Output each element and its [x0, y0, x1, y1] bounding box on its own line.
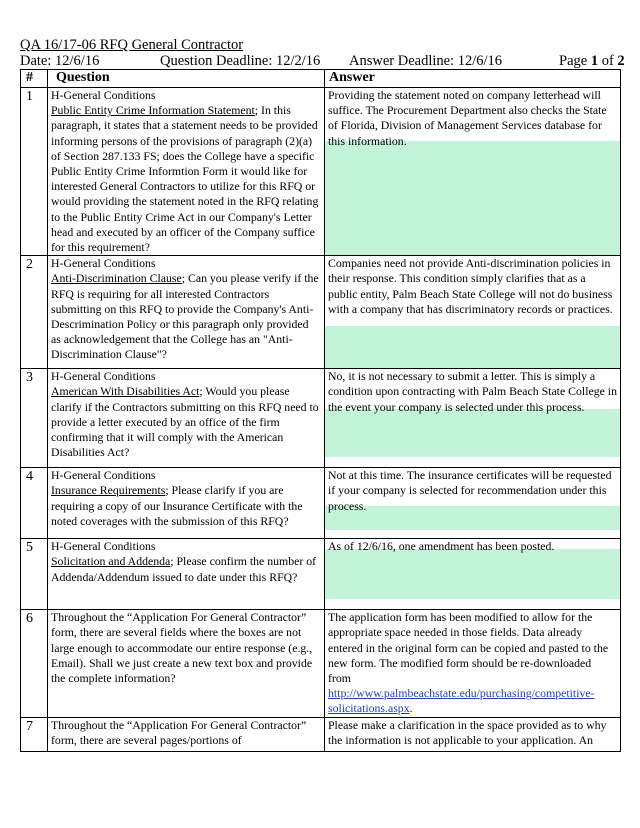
question-deadline: Question Deadline: 12/2/16 [160, 53, 321, 69]
answer-text: Please make a clarification in the space provided as to why the information is not applicable to your application. An [328, 717, 607, 747]
question-section: H-General Conditions [51, 88, 156, 102]
question-topic: American With Disabilities Act [51, 384, 200, 399]
question-topic: Solicitation and Addenda [51, 554, 171, 569]
answer-text: The application form has been modified to allow for the appropriate space needed in those fields. Data already entered in the original form can be copied and pasted to the new form. The modified form should be re-downloaded from http://www.palmbeachstate.edu/purchasing/competitive-solicitations.aspx. [328, 610, 609, 716]
answer-highlight [325, 549, 620, 599]
question-section: H-General Conditions [51, 539, 156, 554]
question-text: American With Disabilities Act; Would you please clarify if the Contractors submitting on this RFQ need to provide a letter executed by an office of the firm confirming that it will comply with the American Disabilities Act? [51, 384, 319, 460]
table-header-row [21, 70, 621, 88]
question-topic: Public Entity Crime Information Statement [51, 103, 255, 118]
question-cell [48, 88, 325, 256]
row-number: 1 [21, 88, 48, 256]
question-cell [48, 539, 325, 610]
table-row [21, 468, 621, 539]
question-text: Public Entity Crime Information Statement; In this paragraph, it states that a statement needs to be provided informing persons of the provisions of paragraph (2)(a) of Section 287.133 FS; does the College have a specific Public Entity Crime Informtion Form it would like for interested General Contractors to utilize for this RFQ or would providing the statement noted in the RFQ relating to the Public Entity Crime Act in our Company's Letter head and executed by an officer of the Company suffice for this requirement? [51, 103, 319, 255]
row-number: 4 [21, 468, 48, 539]
question-text: Insurance Requirements; Please clarify if you are requiring a copy of our Insurance Certificate with the noted coverages with the submission of this RFQ? [51, 483, 303, 528]
answer-text: Companies need not provide Anti-discrimination policies in their response. This condition simply clarifies that as a public entity, Palm Beach State College will not do business with a company that has discriminatory records or practices. [328, 256, 613, 316]
date-label: Date: 12/6/16 [20, 53, 100, 69]
question-text: Solicitation and Addenda; Please confirm the number of Addenda/Addendum issued to date under this RFQ? [51, 554, 317, 584]
table-row [21, 539, 621, 610]
answer-text: As of 12/6/16, one amendment has been posted. [328, 539, 555, 554]
question-section: H-General Conditions [51, 468, 156, 483]
solicitations-link[interactable]: http://www.palmbeachstate.edu/purchasing/competitive-solicitations.aspx [328, 686, 595, 716]
column-header-number: # [21, 70, 48, 88]
question-text: Throughout the “Application For General Contractor” form, there are several pages/portions of [51, 717, 307, 747]
answer-cell [325, 610, 621, 717]
answer-cell [325, 539, 621, 610]
answer-cell [325, 468, 621, 539]
table-row [21, 610, 621, 717]
row-number: 7 [21, 717, 48, 751]
question-cell [48, 369, 325, 468]
table-row [21, 369, 621, 468]
answer-cell [325, 256, 621, 369]
question-section: H-General Conditions [51, 256, 156, 271]
question-cell [48, 717, 325, 751]
qa-table [20, 69, 621, 752]
column-header-question: Question [48, 70, 325, 88]
question-cell [48, 468, 325, 539]
answer-cell [325, 369, 621, 468]
table-row [21, 88, 621, 256]
column-header-answer: Answer [325, 70, 621, 88]
question-topic: Anti-Discrimination Clause [51, 271, 182, 286]
header-dates-row [20, 53, 625, 70]
question-text: Anti-Discrimination Clause; Can you please verify if the RFQ is requiring for all interested Contractors submitting on this RFQ to provide the Company's Anti-Descrimination Policy or this paragraph only provided as acknowledgement that the College has an "Anti-Discrimination Clause"? [51, 271, 319, 362]
answer-highlight [325, 326, 620, 368]
page-indicator: Page 1 of 2 [559, 53, 625, 69]
answer-deadline: Answer Deadline: 12/6/16 [349, 53, 503, 69]
row-number: 5 [21, 539, 48, 610]
question-cell [48, 610, 325, 717]
answer-highlight [325, 141, 620, 255]
table-row [21, 717, 621, 751]
row-number: 3 [21, 369, 48, 468]
answer-text: Providing the statement noted on company letterhead will suffice. The Procurement Department also checks the State of Florida, Division of Management Services database for this information. [328, 88, 607, 148]
table-row [21, 256, 621, 369]
row-number: 2 [21, 256, 48, 369]
row-number: 6 [21, 610, 48, 717]
question-section: H-General Conditions [51, 369, 156, 384]
answer-text: No, it is not necessary to submit a letter. This is simply a condition upon contracting with Palm Beach State College in the event your company is selected under this process. [328, 369, 617, 414]
answer-cell [325, 88, 621, 256]
question-cell [48, 256, 325, 369]
question-topic: Insurance Requirements [51, 483, 166, 498]
question-text: Throughout the “Application For General Contractor” form, there are several fields where the boxes are not large enough to accommodate our entire response (e.g., Email). Shall we just create a new text box and provide the complete information? [51, 610, 313, 686]
answer-text: Not at this time. The insurance certificates will be requested if your company is selected for recommendation under this process. [328, 468, 612, 513]
answer-highlight [325, 409, 620, 457]
document-title: QA 16/17-06 RFQ General Contractor [20, 37, 244, 53]
answer-cell [325, 717, 621, 751]
